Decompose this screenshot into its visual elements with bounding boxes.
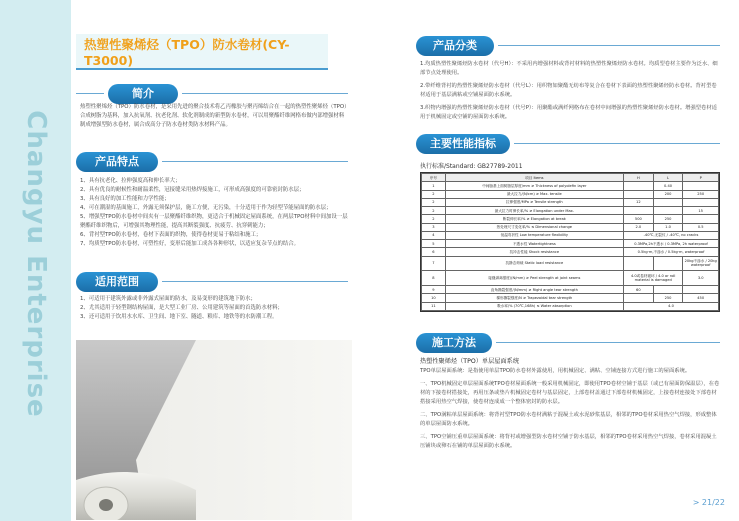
list-item: 1、具有抗老化、拉伸强度高和伸长率大； <box>80 178 181 184</box>
table-cell: 1.0 <box>653 223 683 231</box>
table-row <box>422 256 719 271</box>
table-cell <box>653 286 683 294</box>
table-cell <box>683 198 719 206</box>
table-cell: 0.40 <box>653 182 683 190</box>
table-cell <box>653 256 683 271</box>
features-heading: 产品特点 <box>76 152 158 172</box>
table-cell <box>683 215 719 223</box>
list-item: 1.均质热塑性聚烯烃防水卷材（代号H）：不采用内增强材料或背衬材料的热塑性聚烯烃防水卷材。均质型卷材主要作为泛水、细部节点处理使用。 <box>420 61 718 76</box>
table-cell: 抗静态荷载 Static load resistance <box>445 256 623 271</box>
table-row <box>422 223 719 231</box>
list-item: 2、尤其适用于轻型钢结构屋面，是大型工业厂房、公用建筑等屋面的首选防水材料； <box>80 305 283 311</box>
table-cell <box>624 294 654 302</box>
col-header: 序号 <box>422 174 446 182</box>
spine-brand-text: Changyu Enterprise <box>21 110 51 418</box>
spine-band <box>0 0 71 521</box>
list-item: 三、TPO空铺压重单层屋面系统：将背衬或增强型防水卷材空铺于防水基层，相邻的TPO卷材采用热空气焊接，卷材采用混凝土压铺块或卵石在铺的单层屋面防水系统。 <box>420 434 717 449</box>
table-cell: 60 <box>624 286 654 294</box>
table-cell: 450 <box>683 294 719 302</box>
standard-label: 执行标准/Standard: GB27789-2011 <box>420 163 523 170</box>
table-cell: 15 <box>683 207 719 215</box>
table-row <box>422 198 719 206</box>
table-cell <box>683 286 719 294</box>
method-text <box>420 367 720 455</box>
table-cell: 接缝剥离强度/(N/mm) ≥ Peel strength at joint seams <box>445 271 623 286</box>
table-cell: 2 <box>422 215 446 223</box>
table-cell: 4 <box>422 231 446 239</box>
table-cell <box>624 207 654 215</box>
table-cell: 12 <box>624 198 654 206</box>
product-title-box <box>76 34 328 70</box>
scope-heading: 适用范围 <box>76 272 158 292</box>
table-cell: 500 <box>624 215 654 223</box>
table-header-row <box>422 174 719 182</box>
col-header: P <box>683 174 719 182</box>
list-item: 3、还可适用于饮用水水库、卫生间、地下室、隧道、粮库、地铁等的水防潮工程。 <box>80 314 278 320</box>
table-cell <box>683 182 719 190</box>
list-item: 二、TPO满粘单层屋面系统：将背衬型TPO防水卷材满粘于混凝土或水泥砂浆基层，相邻的TPO卷材采用热空气焊接，形成整体的单层屋面防水系统。 <box>420 412 717 427</box>
performance-heading: 主要性能指标 <box>416 134 510 154</box>
features-list <box>80 177 348 249</box>
table-cell: 热处理尺寸变化率/% ≤ Dimensional change <box>445 223 623 231</box>
product-title: 热塑性聚烯烃（TPO）防水卷材(CY-T3000) <box>84 36 290 68</box>
table-cell <box>624 190 654 198</box>
table-cell: 7 <box>422 256 446 271</box>
method-heading: 施工方法 <box>416 333 492 353</box>
classification-heading: 产品分类 <box>416 36 494 56</box>
table-row <box>422 286 719 294</box>
table-cell: 4.0 <box>624 302 719 310</box>
product-roll-image <box>76 340 352 520</box>
table-cell: 20kg不渗水 / 20kg waterproof <box>683 256 719 271</box>
list-item: 一、TPO机械固定单层屋面系统TPO卷材屋面系统一般采用机械固定，即使用TPO卷材空铺于基层（或已有屋面防保温层），在卷材的下接卷材搭接处，再用压条或垫片机械固定卷材与基层固定，上部卷材盖通过下部卷材机械固定，上接卷材连接处下部卷材搭接采用热空气焊接，使卷材连成成一个整体密封的防水层。 <box>420 381 720 405</box>
table-cell <box>624 256 654 271</box>
table-cell: 中间胎基上面树脂层厚度/mm ≥ Thickness of polyolefin layer <box>445 182 623 190</box>
col-header: H <box>624 174 654 182</box>
table-cell: 2 <box>422 198 446 206</box>
table-cell: 吸水率/% (70℃,168h) ≤ Water absorption <box>445 302 623 310</box>
col-header: L <box>653 174 683 182</box>
list-item: 3、具有良好的加工性能和力学性能； <box>80 196 170 202</box>
list-item: 7、均质型TPO防水卷材，可塑性好，变形后能加工成各各种形状，以适应复杂节点的结合。 <box>80 241 300 247</box>
table-cell: 0.3MPa,2h不透水 / 0.3MPa, 2h waterproof <box>624 240 719 248</box>
table-cell: 最大拉力时伸长率/% ≥ Elongation under Max. <box>445 207 623 215</box>
table-row <box>422 302 719 310</box>
table-cell <box>653 198 683 206</box>
table-row <box>422 294 719 302</box>
table-row <box>422 215 719 223</box>
table-cell: -40℃,无裂纹 / -40℃, no cracks <box>624 231 719 239</box>
table-row <box>422 231 719 239</box>
table-row <box>422 248 719 256</box>
table-cell: 6 <box>422 248 446 256</box>
list-item: 3.织物内增强的热塑性聚烯烃防水卷材（代号P）：用聚酯或满纤网格布在卷材中间增强的热塑性聚烯烃防水卷材。增强型卷材适用于机械固定或空铺的屋面防水系统。 <box>420 105 717 120</box>
table-cell: 最大拉力/(N/cm) ≥ Max. tensile <box>445 190 623 198</box>
table-cell: 5 <box>422 240 446 248</box>
table-cell <box>653 207 683 215</box>
table-row <box>422 240 719 248</box>
table-row <box>422 271 719 286</box>
intro-heading: 简介 <box>108 84 178 104</box>
classification-list <box>420 60 720 126</box>
method-title: 热塑性聚烯烃（TPO）单层屋面系统 <box>420 358 520 365</box>
table-cell: 断裂伸长率/% ≥ Elongation at break <box>445 215 623 223</box>
table-cell: 4.0或卷材破坏 / 4.0 or roll material is damaged <box>624 271 683 286</box>
table-cell: 2 <box>422 207 446 215</box>
table-cell: 250 <box>653 294 683 302</box>
table-cell: 10 <box>422 294 446 302</box>
list-item: 1、可适用于建筑外露或非外露式屋面的防水，及易变形的建筑地下防水； <box>80 296 256 302</box>
table-cell: 9 <box>422 286 446 294</box>
table-cell: 2 <box>422 190 446 198</box>
list-item: TPO单层屋面系统：是指使用单层TPO防水卷材外露使用，用机械固定、满粘、空铺连接方式进行施工的屋面系统。 <box>420 368 691 374</box>
divider <box>162 281 348 282</box>
table-cell: 3.0 <box>683 271 719 286</box>
table-cell: 不透水性 Watertightness <box>445 240 623 248</box>
table-row <box>422 207 719 215</box>
list-item: 5、增强型TPO防水卷材中间夹有一层聚酯纤维织物，更适合于机械固定屋面系统，在两层TPO材料中间加设一层聚酯纤维织物后，可增强其物理性能，提高其断裂强度、抗疲劳、抗穿刺能力； <box>80 214 348 229</box>
table-cell: 250 <box>653 215 683 223</box>
table-cell: 250 <box>683 190 719 198</box>
page-number: > 21/22 <box>692 498 725 507</box>
table-cell: 0.5 <box>683 223 719 231</box>
table-cell: 抗冲击性能 Shock resistance <box>445 248 623 256</box>
table-cell: 2.0 <box>624 223 654 231</box>
col-header: 项目 Items <box>445 174 623 182</box>
table-cell: 梯形撕裂强度/N ≥ Trapezoidal tear strength <box>445 294 623 302</box>
list-item: 2.带纤维背衬的热塑性聚烯烃防水卷材（代号L）：用织物如聚酯无纺布等复合在卷材下表面的热塑性聚烯烃防水卷材。背衬型卷材适用于基层满粘或空铺屋面防水系统。 <box>420 83 717 98</box>
performance-table <box>420 172 720 312</box>
divider <box>496 342 720 343</box>
list-item: 4、可在潮湿的基面施工，外露无须保护层，施工方便，无污染，十分适用于作为轻型节能屋面的防水层； <box>80 205 332 211</box>
intro-text: 热塑性聚烯烃（TPO）防水卷材，是采用先进的聚合技术将乙丙橡胶与聚丙烯结合在一起的热塑性聚烯烃（TPO）合成树脂为基料，加入抗氧剂、抗老化剂、软化剂制成的新型防水卷材，可以用聚酯纤维网格布做内部增强材料制成增强型防水卷材，属合成高分子防水卷材类防水材料产品。 <box>80 104 347 128</box>
table-row <box>422 182 719 190</box>
list-item: 2、具有优良的耐候性和耐温柔性，冠接缝采用热焊接施工，可形成高强度的可靠密封防水层； <box>80 187 305 193</box>
table-cell: 低温弯折性 Low temperature flexibility <box>445 231 623 239</box>
table-row <box>422 190 719 198</box>
divider <box>162 161 348 162</box>
scope-list <box>80 295 348 322</box>
table-cell <box>624 182 654 190</box>
table-cell: 1 <box>422 182 446 190</box>
table-cell: 直角撕裂强度/(N/mm) ≥ Right angle tear strength <box>445 286 623 294</box>
table-cell: 11 <box>422 302 446 310</box>
divider <box>514 143 720 144</box>
table-cell: 拉伸强度/MPa ≥ Tensile strength <box>445 198 623 206</box>
table-cell: 0.5kg·m,不渗水 / 0.5kg·m, waterproof <box>624 248 719 256</box>
table-cell: 8 <box>422 271 446 286</box>
list-item: 6、背衬型TPO防水卷材，卷材下表面的织物，使得卷材更易于粘结和施工； <box>80 232 262 238</box>
divider <box>498 45 720 46</box>
table-cell: 3 <box>422 223 446 231</box>
divider <box>182 93 348 94</box>
table-cell: 200 <box>653 190 683 198</box>
divider <box>76 93 104 94</box>
